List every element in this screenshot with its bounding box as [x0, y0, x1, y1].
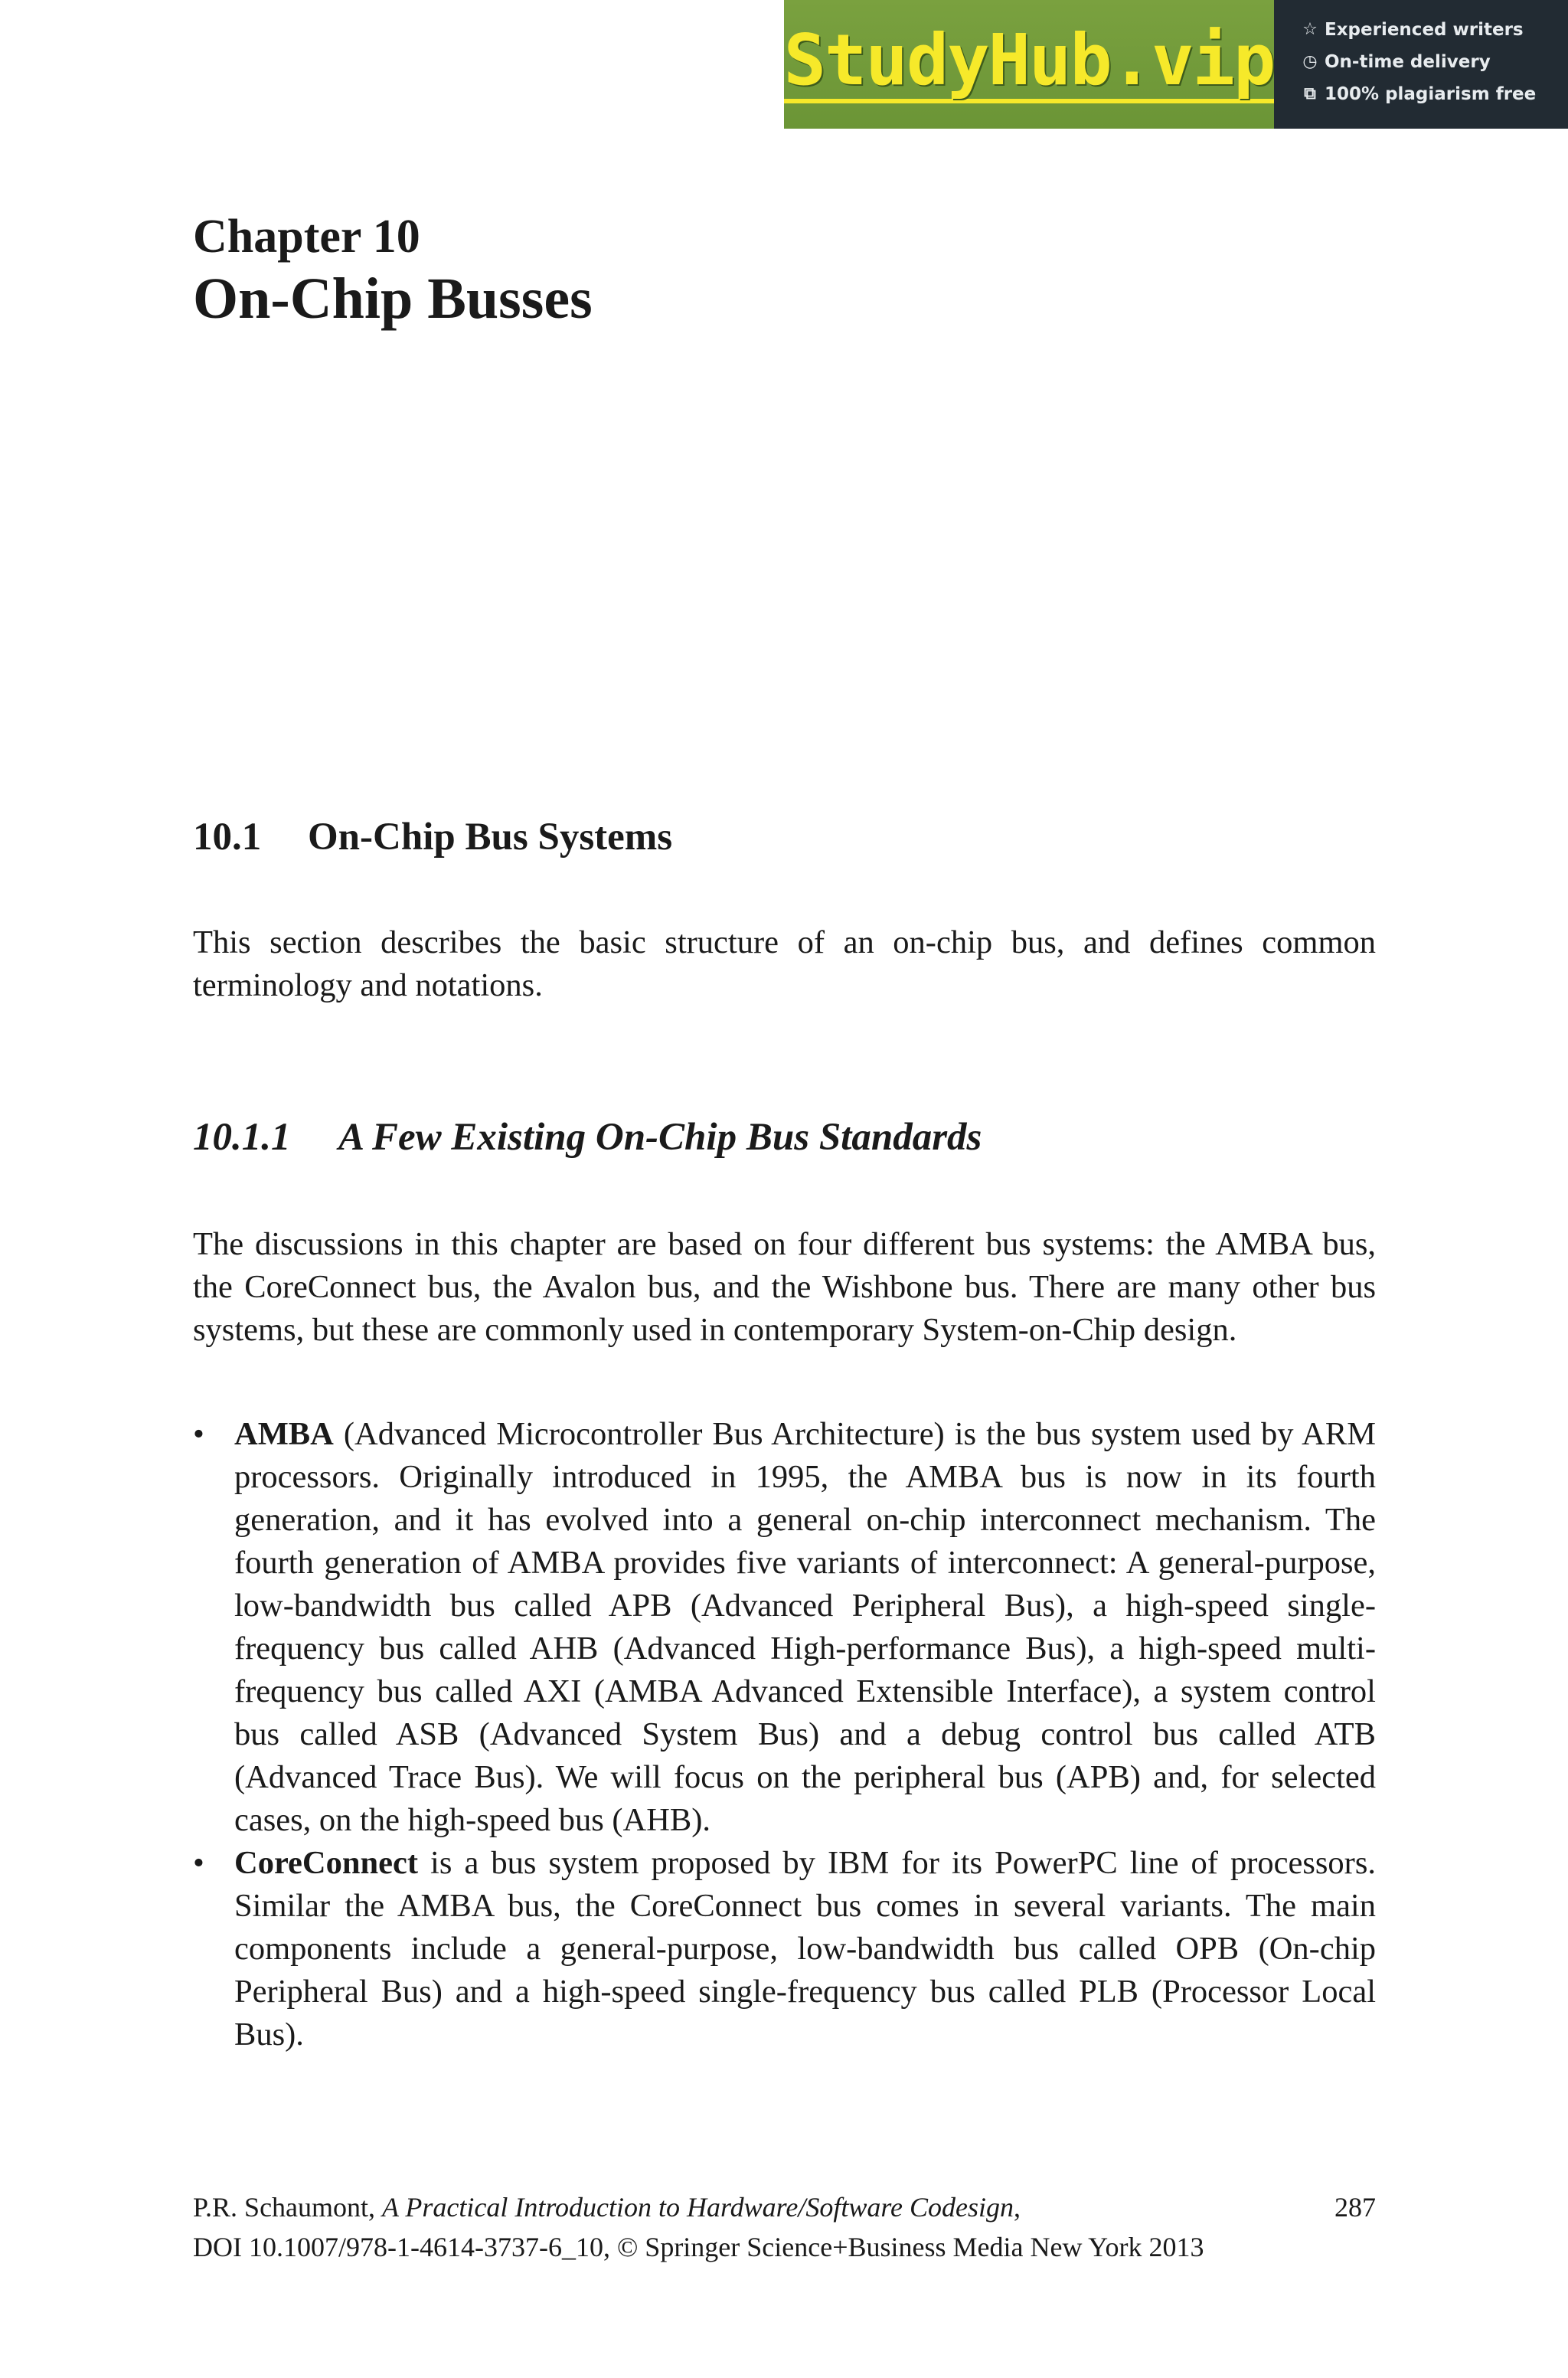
page-number: 287 [1334, 2192, 1376, 2223]
bus-standards-list [193, 1413, 1376, 2056]
bullet-text: (Advanced Microcontroller Bus Architecture) is the bus system used by ARM processors. Originally introduced in 1995, the AMBA bus is now in its fourth generation, and it has evolved into a general on-chip interconnect mechanism. The fourth generation of AMBA provides five variants of interconnect: A general-purpose, low-bandwidth bus called APB (Advanced Peripheral Bus), a high-speed single-frequency bus called AHB (Advanced High-performance Bus), a high-speed multi-frequency bus called AXI (AMBA Advanced Extensible Interface), a system control bus called ASB (Advanced System Bus) and a debug control bus called ATB (Advanced Trace Bus). We will focus on the peripheral bus (APB) and, for selected cases, on the high-speed bus (AHB). [234, 1416, 1376, 1838]
feature-text: Experienced writers [1325, 19, 1524, 40]
star-outline-icon: ☆ [1302, 20, 1318, 39]
section-title: On-Chip Bus Systems [308, 816, 673, 859]
brand-logo[interactable] [784, 0, 1274, 129]
section-intro-paragraph: This section describes the basic structure of an on-chip bus, and defines common terminology and notations. [193, 924, 1376, 1003]
bullet-term: AMBA [234, 1416, 334, 1452]
chapter-title: On-Chip Busses [193, 267, 593, 331]
clock-icon: ◷ [1302, 52, 1318, 71]
brand-name: StudyHub.vip [784, 25, 1275, 103]
section-number: 10.1 [193, 816, 262, 859]
subsection-title: A Few Existing On-Chip Bus Standards [338, 1116, 982, 1159]
chapter-label: Chapter 10 [193, 211, 420, 263]
feature-text: On-time delivery [1325, 51, 1491, 72]
feature-text: 100% plagiarism free [1325, 83, 1537, 104]
feature-list [1274, 0, 1568, 129]
list-item [193, 1842, 1376, 2056]
page-footer [193, 2187, 1376, 2267]
list-item [193, 1413, 1376, 1842]
footer-comma: , [1014, 2192, 1021, 2223]
promo-banner[interactable] [784, 0, 1568, 129]
feature-item [1300, 17, 1568, 42]
subsection-heading [193, 1118, 982, 1157]
citation-line [193, 2187, 1376, 2227]
feature-item [1300, 81, 1568, 106]
doi-line: DOI 10.1007/978-1-4614-3737-6_10, © Springer Science+Business Media New York 2013 [193, 2232, 1204, 2262]
bullet-text: is a bus system proposed by IBM for its PowerPC line of processors. Similar the AMBA bus, the CoreConnect bus comes in several variants. The main components include a general-purpose, low-bandwidth bus called OPB (On-chip Peripheral Bus) and a high-speed single-frequency bus called PLB (Processor Local Bus). [234, 1845, 1376, 2053]
section-heading [193, 818, 672, 857]
copy-check-icon: ⧉ [1304, 84, 1316, 103]
bullet-term: CoreConnect [234, 1845, 418, 1881]
footer-author: P.R. Schaumont, [193, 2192, 383, 2223]
subsection-paragraph: The discussions in this chapter are based on four different bus systems: the AMBA bus, the CoreConnect bus, the Avalon bus, and the Wishbone bus. There are many other bus systems, but these are commonly used in contemporary System-on-Chip design. [193, 1226, 1376, 1348]
footer-book-title: A Practical Introduction to Hardware/Software Codesign [382, 2192, 1014, 2223]
feature-item [1300, 49, 1568, 74]
subsection-number: 10.1.1 [193, 1116, 291, 1159]
